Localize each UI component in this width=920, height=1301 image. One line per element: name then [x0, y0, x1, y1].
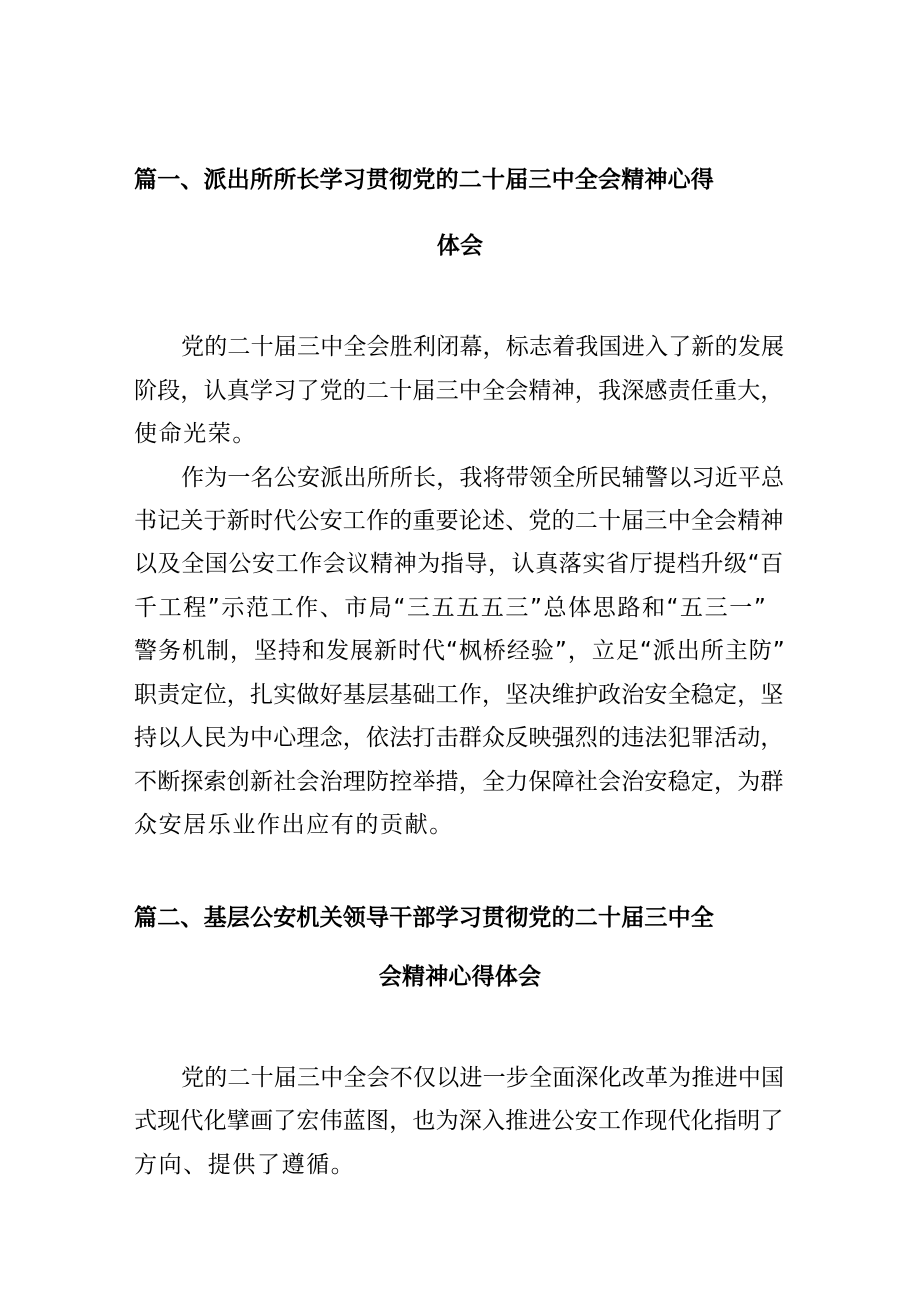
section2-title-line2: 会精神心得体会: [378, 964, 542, 990]
text-line: 职责定位，扎实做好基层基础工作，坚决维护政治安全稳定，坚: [134, 682, 784, 708]
text-line: 党的二十届三中全会胜利闭幕，标志着我国进入了新的发展: [181, 334, 785, 360]
text-line: 不断探索创新社会治理防控举措，全力保障社会治安稳定，为群: [134, 769, 784, 795]
section2-title-line1: 篇二、基层公安机关领导干部学习贯彻党的二十届三中全: [134, 905, 714, 931]
text-line: 作为一名公安派出所所长，我将带领全所民辅警以习近平总: [181, 465, 785, 491]
text-line: 警务机制，坚持和发展新时代“枫桥经验”，立足“派出所主防”: [134, 638, 786, 664]
text-line: 持以人民为中心理念，依法打击群众反映强烈的违法犯罪活动，: [134, 725, 784, 751]
text-line: 众安居乐业作出应有的贡献。: [134, 812, 454, 838]
section1-title-line2: 体会: [436, 233, 484, 259]
text-line: 式现代化擘画了宏伟蓝图，也为深入推进公安工作现代化指明了: [134, 1108, 784, 1134]
text-line: 方向、提供了遵循。: [134, 1152, 356, 1178]
text-line: 党的二十届三中全会不仅以进一步全面深化改革为推进中国: [181, 1065, 785, 1091]
text-line: 使命光荣。: [134, 421, 257, 447]
text-line: 阶段，认真学习了党的二十届三中全会精神，我深感责任重大，: [134, 378, 784, 404]
text-line: 以及全国公安工作会议精神为指导，认真落实省厅提档升级“百: [134, 551, 784, 577]
text-line: 千工程”示范工作、市局“三五五五三”总体思路和“五三一”: [134, 595, 768, 621]
section1-title-line1: 篇一、派出所所长学习贯彻党的二十届三中全会精神心得: [134, 167, 714, 193]
text-line: 书记关于新时代公安工作的重要论述、党的二十届三中全会精神: [134, 508, 784, 534]
